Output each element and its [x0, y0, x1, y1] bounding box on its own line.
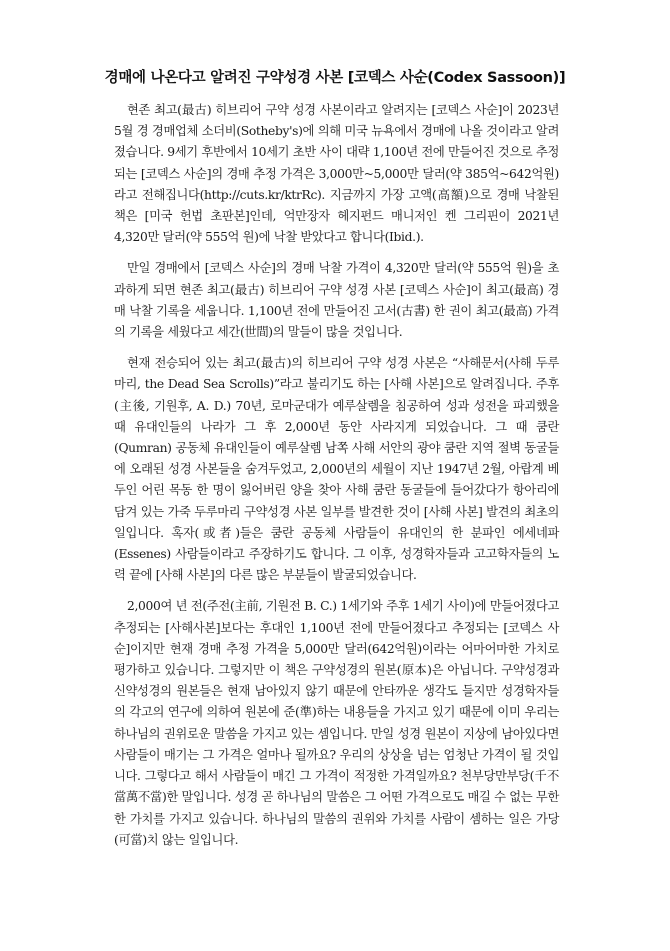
- paragraph-3: 현재 전승되어 있는 최고(最古)의 히브리어 구약 성경 사본은 “사해문서(사해 두루마리, the Dead Sea Scrolls)”라고 불리기도 하는 [사해 사본]으로 알려집니다. 주후(主後, 기원후, A. D.) 70년, 로마군대가 예루살렘을 침공하여 성과 성전을 파괴했을 때 유대인들의 나라가 그 후 2,000년 동안 사라지게 되었습니다. 그 때 쿰란(Qumran) 공동체 유대인들이 예루살렘 남쪽 사해 서안의 광야 쿰란 지역 절벽 동굴들에 오래된 성경 사본들을 숨겨두었고, 2,000년의 세월이 지난 1947년 2월, 아랍계 베두인 어린 목동 한 명이 잃어버린 양을 찾아 사해 쿰란 동굴들에 들어갔다가 항아리에 담겨 있는 가죽 두루마리 구약성경 사본 일부를 발견한 것이 [사해 사본] 발견의 최초의 일입니다. 혹자(或者)들은 쿰란 공동체 사람들이 유대인의 한 분파인 에세네파(Essenes) 사람들이라고 주장하기도 합니다. 그 이후, 성경학자들과 고고학자들의 노력 끝에 [사해 사본]의 다른 많은 부분들이 발굴되었습니다.: [114, 356, 559, 583]
- document-body: [114, 100, 559, 861]
- paragraph-4: 2,000여 년 전(주전(主前, 기원전 B. C.) 1세기와 주후 1세기 사이)에 만들어졌다고 추정되는 [사해사본]보다는 후대인 1,100년 전에 만들어졌다고 추정되는 [코덱스 사순]이지만 현재 경매 추정 가격을 5,000만 달러(642억원)이라는 어마어마한 가치로 평가하고 있습니다. 그렇지만 이 책은 구약성경의 원본(原本)은 아닙니다. 구약성경과 신약성경의 원본들은 현재 남아있지 않기 때문에 안타까운 생각도 들지만 성경학자들의 각고의 연구에 의하여 원본에 준(準)하는 내용들을 가지고 있기 때문에 이미 우리는 하나님의 권위로운 말씀을 가지고 있는 셈입니다. 만일 성경 원본이 지상에 남아있다면 사람들이 매기는 그 가격은 얼마나 될까요? 우리의 상상을 넘는 엄청난 가격이 될 것입니다. 그렇다고 해서 사람들이 매긴 그 가격이 적정한 가격일까요? 천부당만부당(千不當萬不當)한 말입니다. 성경 곧 하나님의 말씀은 그 어떤 가격으로도 매길 수 없는 무한한 가치를 가지고 있습니다. 하나님의 말씀의 권위와 가치를 사람이 셈하는 일은 가당(可當)치 않는 일입니다.: [114, 599, 559, 847]
- paragraph-2: 만일 경매에서 [코덱스 사순]의 경매 낙찰 가격이 4,320만 달러(약 555억 원)을 초과하게 되면 현존 최고(最古) 히브리어 구약 성경 사본 [코덱스 사순]이 최고(最高) 경매 낙찰 기록을 세웁니다. 1,100년 전에 만들어진 고서(古書) 한 권이 최고(最高) 가격의 기록을 세웠다고 세간(世間)의 말들이 많을 것입니다.: [114, 261, 559, 340]
- document-title: 경매에 나온다고 알려진 구약성경 사본 [코덱스 사순(Codex Sassoon)]: [104, 70, 566, 86]
- paragraph-1: 현존 최고(最古) 히브리어 구약 성경 사본이라고 알려지는 [코덱스 사순]이 2023년 5월 경 경매업체 소더비(Sotheby's)에 의해 미국 뉴욕에서 경매에 나올 것이라고 알려졌습니다. 9세기 후반에서 10세기 초반 사이 대략 1,100년 전에 만들어진 것으로 추정되는 [코덱스 사순]의 경매 추정 가격은 3,000만~5,000만 달러(약 385억~642억원)라고 전해집니다(http://cuts.kr/ktrRc). 지금까지 가장 고액(高額)으로 경매 낙찰된 책은 [미국 헌법 초판본]인데, 억만장자 헤지펀드 매니저인 켄 그리핀이 2021년 4,320만 달러(약 555억 원)에 낙찰 받았다고 합니다(Ibid.).: [114, 103, 559, 245]
